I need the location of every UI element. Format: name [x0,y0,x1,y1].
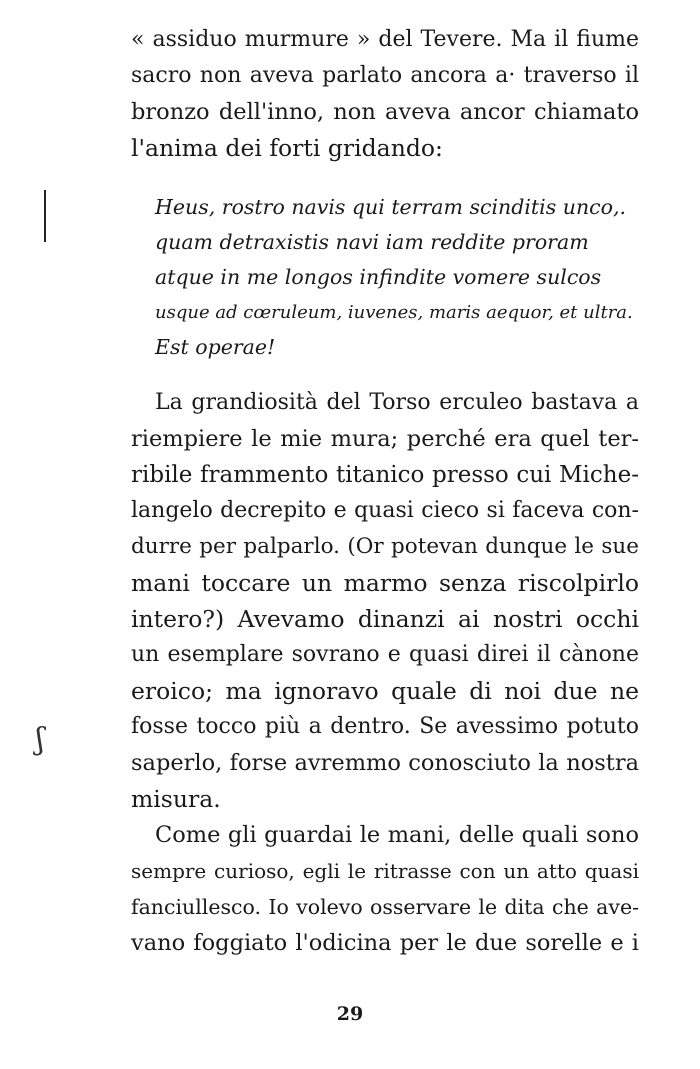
margin-pencil-mark: ʃ [36,722,45,757]
paragraph-hands [131,817,639,961]
text-line: intero?) Avevamo dinanzi ai nostri occhi [131,605,639,633]
verse-line: quam detraxistis navi iam reddite proram [155,230,589,254]
text-line: mani toccare un marmo senza riscolpirlo [131,569,639,597]
text-line: durre per palparlo. (Or potevan dunque le sue [131,534,639,559]
text-line: langelo decrepito e quasi cieco si faceva con- [131,498,639,523]
text-line: La grandiosità del Torso erculeo bastava a [155,390,639,415]
latin-verse [155,190,635,365]
page-number: 29 [336,1003,364,1025]
paragraph-torso [131,385,639,817]
text-line: eroico; ma ignoravo quale di noi due ne [131,677,639,705]
text-line: bronzo dell'inno, non aveva ancor chiamato [131,99,639,125]
text-line: sempre curioso, egli le ritrasse con un atto quasi [131,859,639,883]
margin-bracket-mark [44,190,46,242]
text-line: Come gli guardai le mani, delle quali sono [155,822,639,848]
verse-line: usque ad cœruleum, iuvenes, maris aequor, et ultra. [155,302,633,323]
text-line: riempiere le mie mura; perché era quel ter- [131,426,639,452]
text-line: sacro non aveva parlato ancora a· traverso il [131,63,639,88]
text-line: ribile frammento titanico presso cui Miche- [131,462,639,488]
text-line: vano foggiato l'odicina per le due sorelle e i [131,930,639,956]
text-line: « assiduo murmure » del Tevere. Ma il fiume [131,27,639,52]
text-line: misura. [131,785,221,813]
verse-line: atque in me longos infindite vomere sulcos [155,265,602,289]
text-line: fosse tocco più a dentro. Se avessimo potuto [131,714,639,739]
text-line: fanciullesco. Io volevo osservare le dita che ave- [131,895,639,919]
text-line: saperlo, forse avremmo conosciuto la nostra [131,750,639,776]
verse-line: Heus, rostro navis qui terram scinditis unco,. [155,195,626,219]
paragraph-opening [131,22,639,166]
verse-line: Est operae! [155,335,276,359]
text-line: l'anima dei forti gridando: [131,134,443,162]
text-line: un esemplare sovrano e quasi direi il cànone [131,642,639,667]
